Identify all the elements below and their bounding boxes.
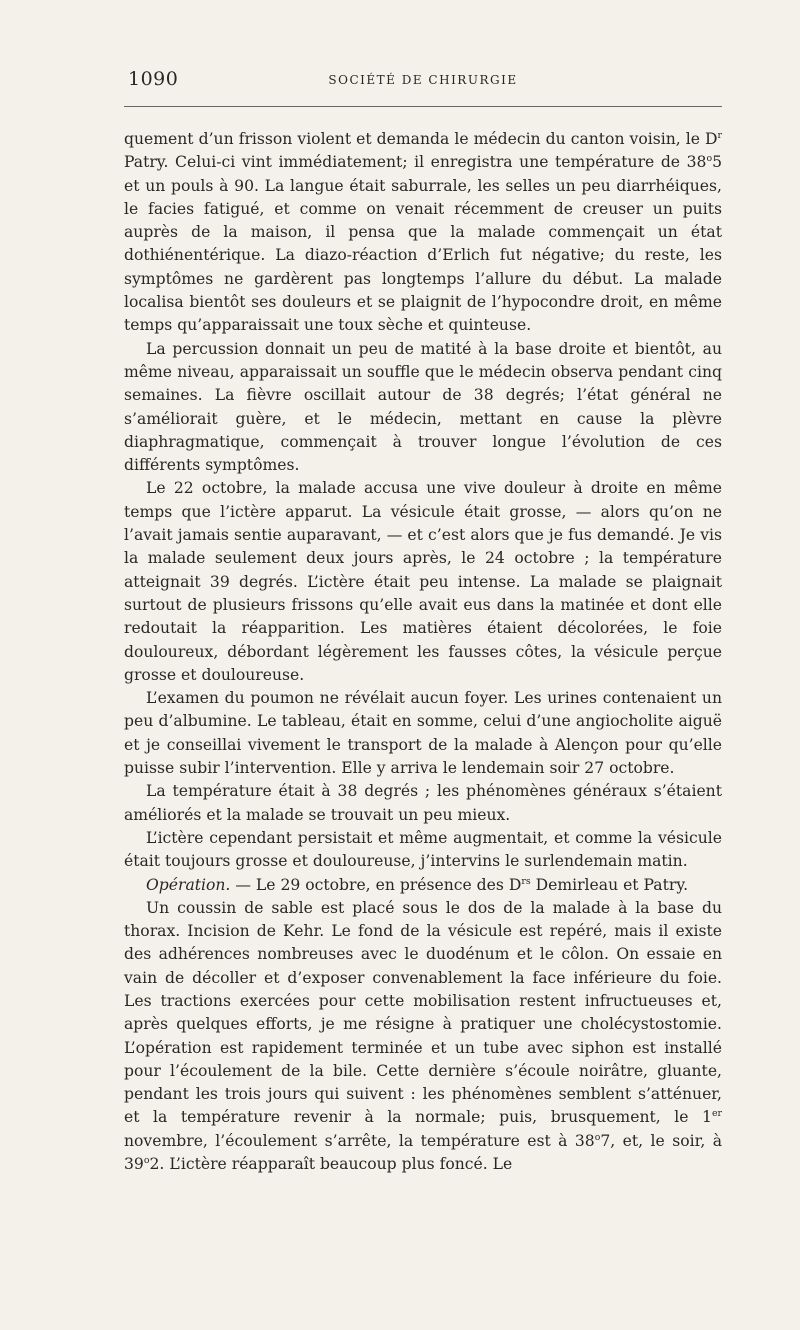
running-head: SOCIÉTÉ DE CHIRURGIE bbox=[328, 73, 518, 87]
header-rule bbox=[124, 106, 722, 107]
paragraph-2: La percussion donnait un peu de matité à la base droite et bientôt, au même niveau, apparaissait un souffle que le médecin observa pendant cinq semaines. La fièvre oscillait autour de 38 degrés; l’état général ne s’améliorait guère, et le médecin, mettant en cause la plèvre diaphragmatique, commençait à trouver longue l’évolution de ces différents symptômes. bbox=[124, 339, 722, 475]
page-number: 1090 bbox=[128, 68, 179, 90]
paragraph-1: quement d’un frisson violent et demanda le médecin du canton voisin, le $D^r$ Patry. Celui-ci vint immédiatement; il enregistra une température de 38$^o$5 et un pouls à 90. La langue était saburrale, les selles un peu diarrhéiques, le facies fatigué, et comme on venait récemment de creuser un puits auprès de la maison, il pensa que la malade commençait un état dothiénentérique. La diazo-réaction d’Erlich fut négative; du reste, les symptômes ne gardèrent pas longtemps l’allure du début. La malade localisa bientôt ses douleurs et se plaignit de l’hypocondre droit, en même temps qu’apparaissait une toux sèche et quinteuse. bbox=[124, 129, 722, 335]
paragraph-5: La température était à 38 degrés ; les phénomènes généraux s’étaient améliorés et la malade se trouvait un peu mieux. bbox=[124, 782, 722, 824]
body-text bbox=[124, 128, 722, 1176]
paragraph-6: L’ictère cependant persistait et même augmentait, et comme la vésicule était toujours grosse et douloureuse, j’intervins le surlendemain matin. bbox=[124, 828, 722, 871]
paragraph-3: Le 22 octobre, la malade accusa une vive douleur à droite en même temps que l’ictère apparut. La vésicule était grosse, — alors qu’on ne l’avait jamais sentie auparavant, — et c’est alors que je fus demandé. Je vis la malade seulement deux jours après, le 24 octobre ; la température atteignait 39 degrés. L’ictère était peu intense. La malade se plaignait surtout de plusieurs frissons qu’elle avait eus dans la matinée et dont elle redoutait la réapparition. Les matières étaient décolorées, le foie douloureux, débordant légèrement les fausses côtes, la vésicule perçue grosse et douloureuse. bbox=[124, 479, 722, 684]
page-header bbox=[124, 68, 722, 102]
paragraph-7: Opération. — Le 29 octobre, en présence des $D^{rs}$ Demirleau et Patry. bbox=[146, 875, 689, 894]
paragraph-8: Un coussin de sable est placé sous le dos de la malade à la base du thorax. Incision de Kehr. Le fond de la vésicule est repéré, mais il existe des adhérences nombreuses avec le duodénum et le côlon. On essaie en vain de décoller et d’exposer convenablement la face inférieure du foie. Les tractions exercées pour cette mobilisation restent infructueuses et, après quelques efforts, je me résigne à pratiquer une cholécystostomie. L’opération est rapidement terminée et un tube avec siphon est installé pour l’écoulement de la bile. Cette dernière s’écoule noirâtre, gluante, pendant les trois jours qui suivent : les phénomènes semblent s’atténuer, et la température revenir à la normale; puis, brusquement, le 1er novembre, l’écoulement s’arrête, la température est à 38$^o$7, et, le soir, à 39$^o$2. L’ictère réapparaît beaucoup plus foncé. Le bbox=[124, 898, 722, 1174]
paragraph-4: L’examen du poumon ne révélait aucun foyer. Les urines contenaient un peu d’albumine. Le tableau, était en somme, celui d’une angiocholite aiguë et je conseillai vivement le transport de la malade à Alençon pour qu’elle puisse subir l’intervention. Elle y arriva le lendemain soir 27 octobre. bbox=[124, 689, 722, 778]
operation-heading: Opération. bbox=[146, 875, 231, 894]
